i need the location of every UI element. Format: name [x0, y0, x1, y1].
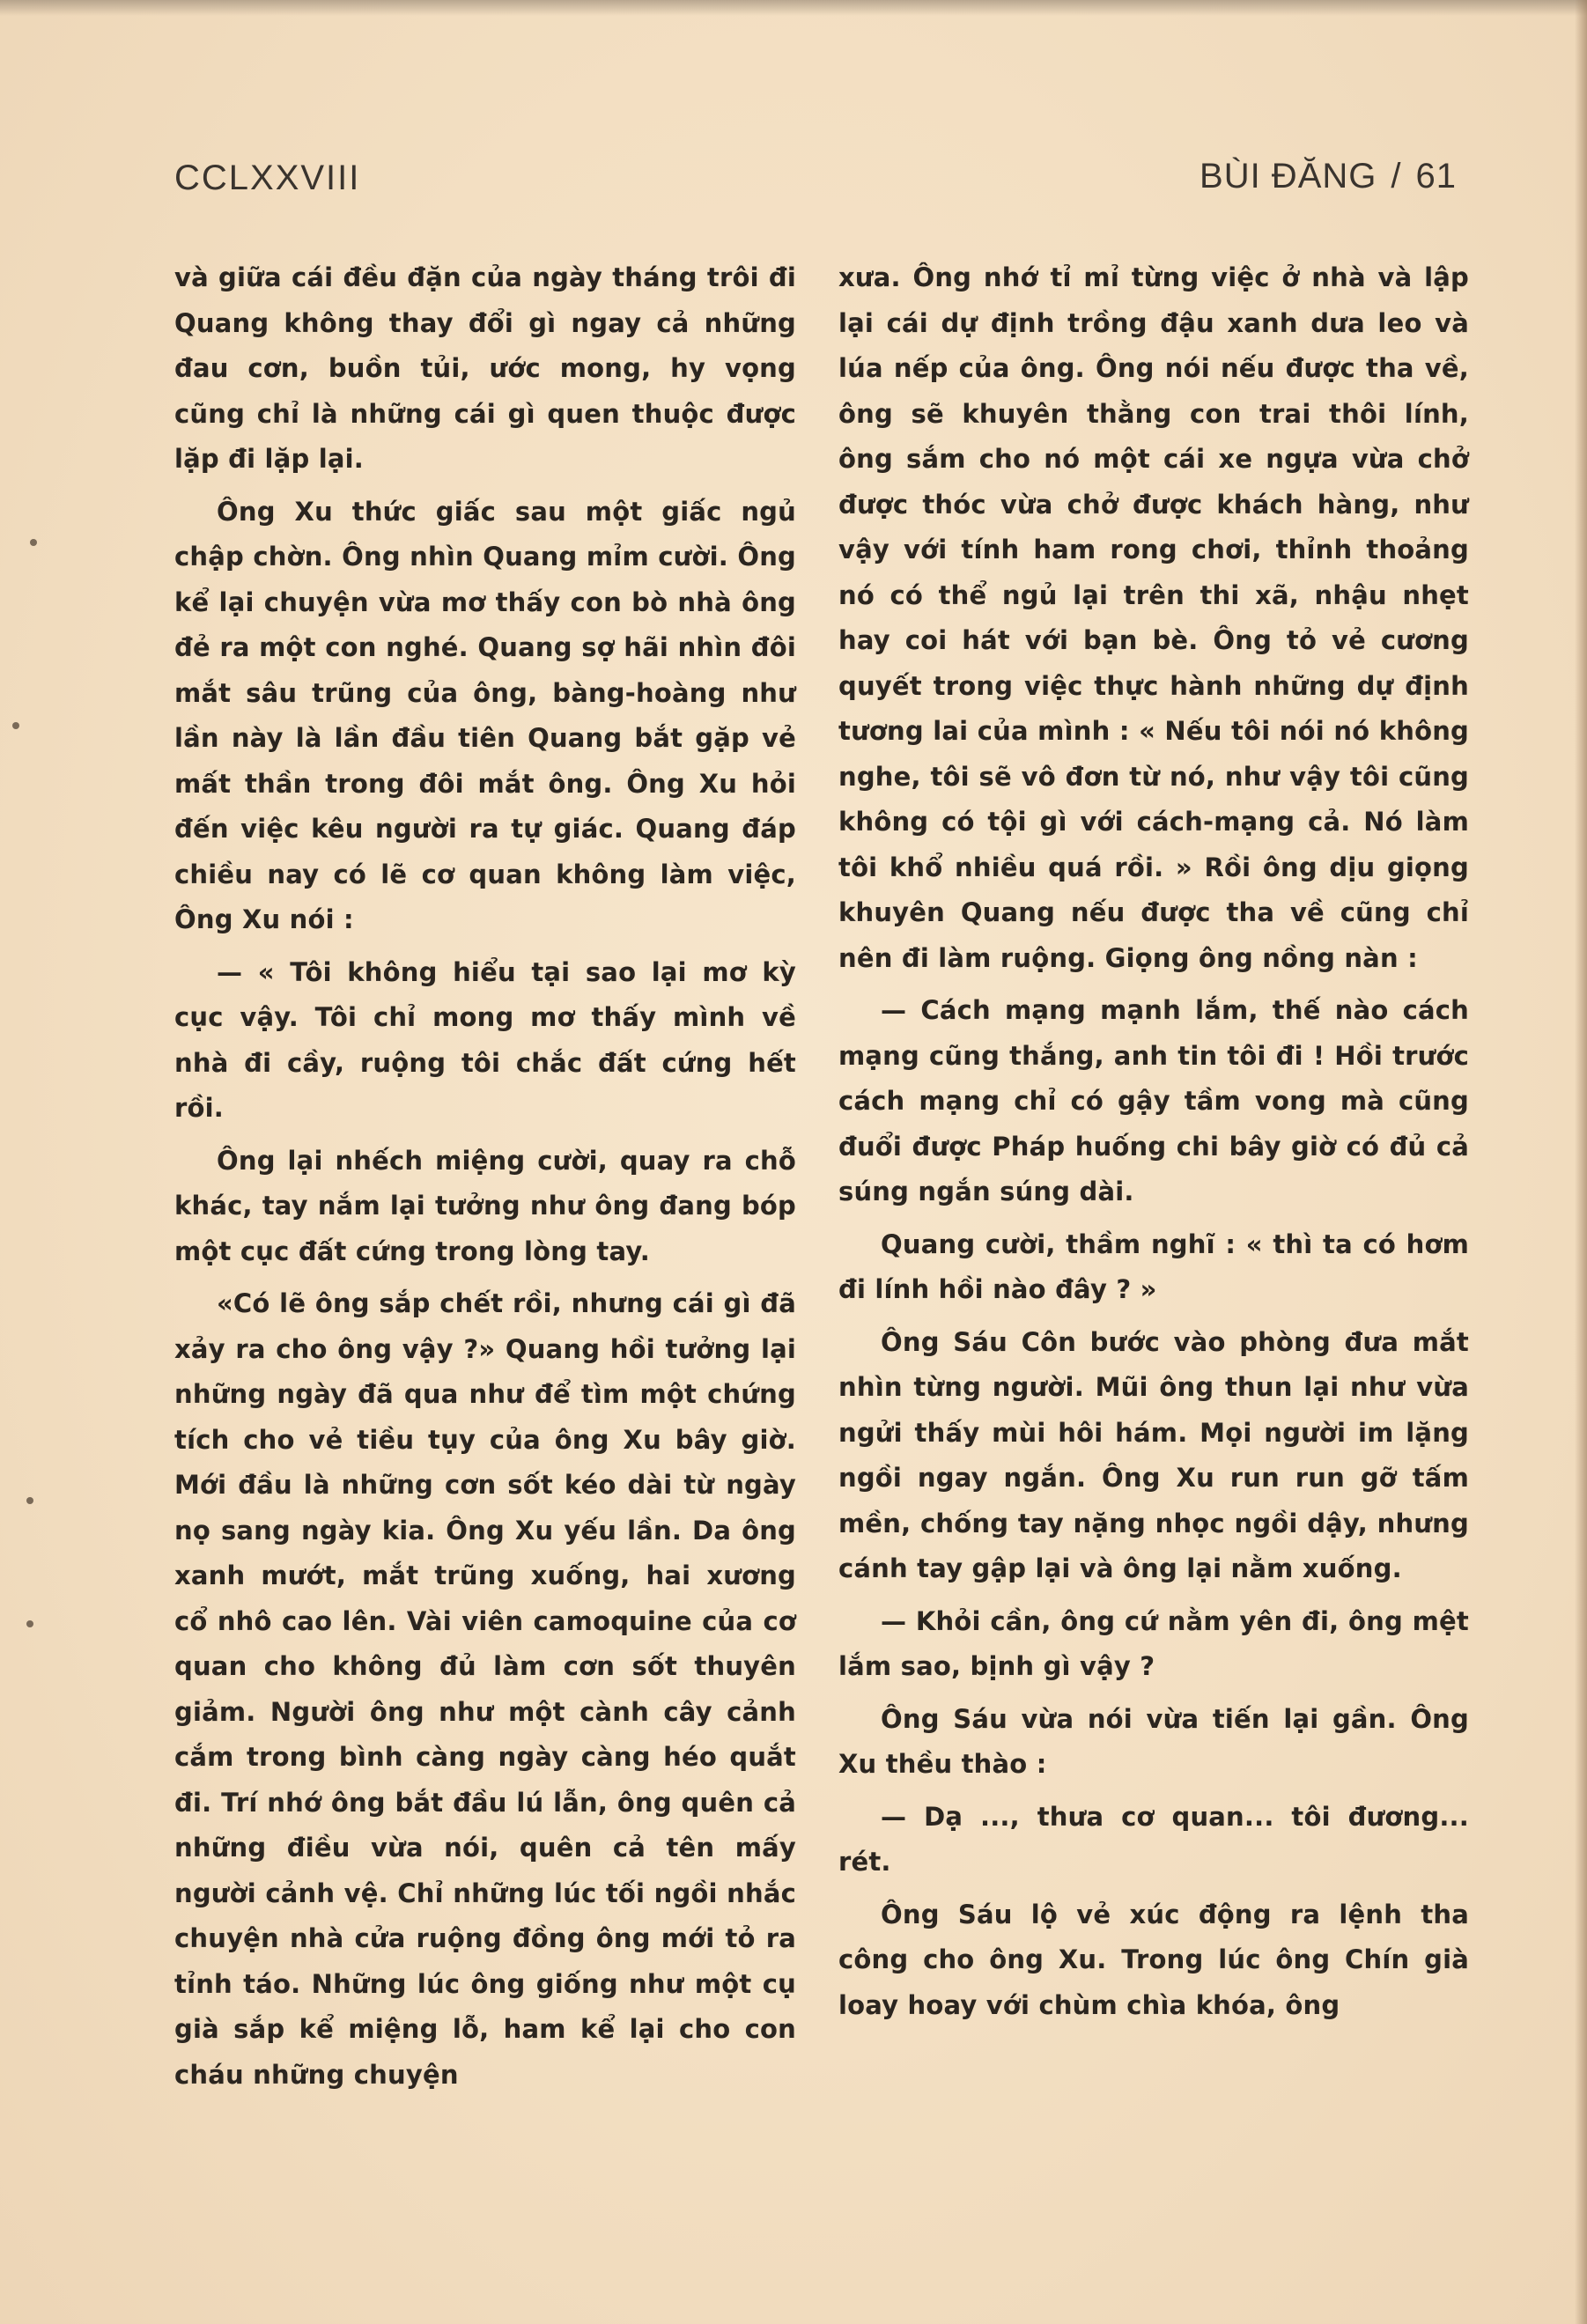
page-number: 61 [1415, 157, 1457, 196]
paragraph: xưa. Ông nhớ tỉ mỉ từng việc ở nhà và lập lại cái dự định trồng đậu xanh dưa leo và lúa nếp của ông. Ông nói nếu được tha về, ông sẽ khuyên thằng con trai thôi lính, ông sắm cho nó một cái xe ngựa vừa chở được thóc vừa chở được khách hàng, như vậy với tính ham rong chơi, thỉnh thoảng nó có thể ngủ lại trên thi xã, nhậu nhẹt hay coi hát với bạn bè. Ông tỏ vẻ cương quyết trong việc thực hành những dự định tương lai của mình : « Nếu tôi nói nó không nghe, tôi sẽ vô đơn từ nó, như vậy tôi cũng không có tội gì với cách-mạng cả. Nó làm tôi khổ nhiều quá rồi. » Rồi ông dịu giọng khuyên Quang nếu được tha về cũng chỉ nên đi làm ruộng. Giọng ông nồng nàn : [838, 262, 1469, 973]
margin-speck [30, 539, 37, 546]
paragraph: Ông Xu thức giấc sau một giấc ngủ chập chờn. Ông nhìn Quang mỉm cười. Ông kể lại chuyện vừa mơ thấy con bò nhà ông đẻ ra một con nghé. Quang sợ hãi nhìn đôi mắt sâu trũng của ông, bàng-hoàng như lần này là lần đầu tiên Quang bắt gặp vẻ mất thần trong đôi mắt ông. Ông Xu hỏi đến việc kêu người ra tự giác. Quang đáp chiều nay có lẽ cơ quan không làm việc, Ông Xu nói : [174, 496, 796, 934]
paragraph: — Khỏi cần, ông cứ nằm yên đi, ông mệt lắm sao, bịnh gì vậy ? [838, 1605, 1469, 1681]
running-header-left: CCLXXVIII [174, 159, 361, 197]
paragraph: Ông Sáu Côn bước vào phòng đưa mắt nhìn từng người. Mũi ông thun lại như vừa ngửi thấy mùi hôi hám. Mọi người im lặng ngồi ngay ngắn. Ông Xu run run gỡ tấm mền, chống tay nặng nhọc ngồi dậy, nhưng cánh tay gập lại và ông lại nằm xuống. [838, 1326, 1469, 1583]
paragraph: Ông lại nhếch miệng cười, quay ra chỗ khác, tay nắm lại tưởng như ông đang bóp một cục đất cứng trong lòng tay. [174, 1145, 796, 1266]
margin-speck [26, 1497, 33, 1504]
header-author: BÙI ĐĂNG [1199, 157, 1377, 196]
header-separator: / [1391, 157, 1402, 196]
text-column-right [838, 255, 1469, 2035]
paragraph: — Dạ ..., thưa cơ quan... tôi đương... rét. [838, 1801, 1469, 1877]
paragraph: Ông Sáu lộ vẻ xúc động ra lệnh tha công cho ông Xu. Trong lúc ông Chín già loay hoay với chùm chìa khóa, ông [838, 1899, 1469, 2020]
paragraph: «Có lẽ ông sắp chết rồi, nhưng cái gì đã xảy ra cho ông vậy ?» Quang hồi tưởng lại những ngày đã qua như để tìm một chứng tích cho vẻ tiều tụy của ông Xu bây giờ. Mới đầu là những cơn sốt kéo dài từ ngày nọ sang ngày kia. Ông Xu yếu lần. Da ông xanh mướt, mắt trũng xuống, hai xương cổ nhô cao lên. Vài viên camoquine của cơ quan cho không đủ làm cơn sốt thuyên giảm. Người ông như một cành cây cảnh cắm trong bình càng ngày càng héo quắt đi. Trí nhớ ông bắt đầu lú lẫn, ông quên cả những điều vừa nói, quên cả tên mấy người cảnh vệ. Chỉ những lúc tối ngồi nhắc chuyện nhà cửa ruộng đồng ông mới tỏ ra tỉnh táo. Những lúc ông giống như một cụ già sắp kể miệng lỗ, ham kể lại cho con cháu những chuyện [174, 1288, 796, 2090]
text-column-left [174, 255, 796, 2105]
paragraph: Quang cười, thầm nghĩ : « thì ta có hơm đi lính hồi nào đây ? » [838, 1228, 1469, 1304]
paragraph: — « Tôi không hiểu tại sao lại mơ kỳ cục vậy. Tôi chỉ mong mơ thấy mình về nhà đi cầy, ruộng tôi chắc đất cứng hết rồi. [174, 956, 796, 1123]
page-right-edge [1575, 0, 1587, 2324]
paragraph: và giữa cái đều đặn của ngày tháng trôi đi Quang không thay đổi gì ngay cả những đau cơn, buồn tủi, ước mong, hy vọng cũng chỉ là những cái gì quen thuộc được lặp đi lặp lại. [174, 262, 796, 474]
margin-speck [12, 722, 19, 729]
paragraph: Ông Sáu vừa nói vừa tiến lại gần. Ông Xu thều thào : [838, 1703, 1469, 1779]
paragraph: — Cách mạng mạnh lắm, thế nào cách mạng cũng thắng, anh tin tôi đi ! Hồi trước cách mạng chỉ có gậy tầm vong mà cũng đuổi được Pháp huống chi bây giờ có đủ cả súng ngắn súng dài. [838, 995, 1469, 1206]
margin-speck [26, 1620, 33, 1627]
page-top-edge [0, 0, 1587, 16]
running-header-right [1199, 157, 1457, 196]
